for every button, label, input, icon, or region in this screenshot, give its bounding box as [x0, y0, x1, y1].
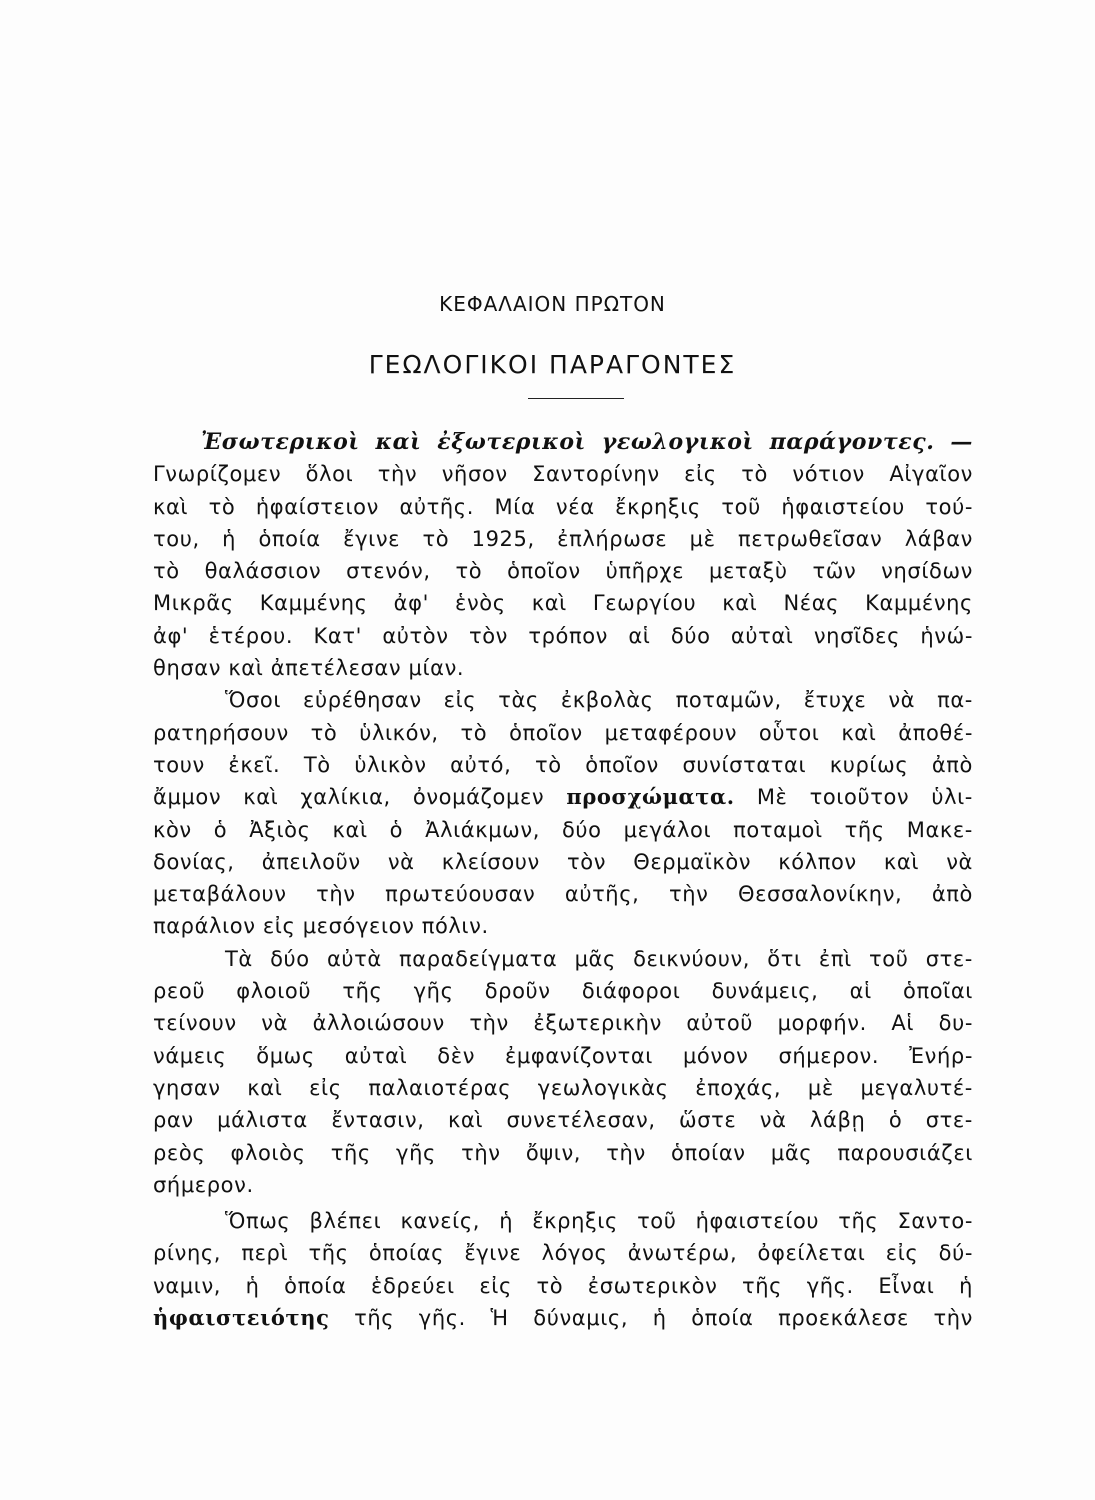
text-line: κὸν ὁ Ἀξιὸς καὶ ὁ Ἀλιάκμων, δύο μεγάλοι ποταμοὶ τῆς Μακε-: [153, 817, 973, 842]
text-line: νάμεις ὅμως αὐταὶ δὲν ἐμφανίζονται μόνον σήμερον. Ἐνήρ-: [153, 1043, 973, 1068]
paragraph-3: [153, 943, 973, 1201]
text-line: σήμερον.: [153, 1172, 254, 1197]
text-line: μεταβάλουν τὴν πρωτεύουσαν αὐτῆς, τὴν Θεσσαλονίκην, ἀπὸ: [153, 882, 973, 907]
text-line-with-term: [153, 1302, 973, 1334]
section-heading: Ἐσωτερικοὶ καὶ ἐξωτερικοὶ γεωλογικοὶ παράγοντες. —: [201, 429, 973, 455]
text-line: ρατηρήσουν τὸ ὑλικόν, τὸ ὁποῖον μεταφέρουν οὗτοι καὶ ἀποθέ-: [153, 720, 973, 745]
text-line: Ὅπως βλέπει κανείς, ἡ ἔκρηξις τοῦ ἡφαιστείου τῆς Σαντο-: [225, 1209, 973, 1234]
text-line: του, ἡ ὁποία ἔγινε τὸ 1925, ἐπλήρωσε μὲ πετρωθεῖσαν λάβαν: [153, 526, 973, 551]
text-segment: ἄμμον καὶ χαλίκια, ὀνομάζομεν: [153, 785, 567, 810]
text-line: καὶ τὸ ἡφαίστειον αὐτῆς. Μία νέα ἔκρηξις τοῦ ἡφαιστείου τού-: [153, 494, 973, 519]
text-line: τουν ἐκεῖ. Τὸ ὑλικὸν αὐτό, τὸ ὁποῖον συνίσταται κυρίως ἀπὸ: [153, 752, 973, 777]
text-line: τείνουν νὰ ἀλλοιώσουν τὴν ἐξωτερικὴν αὐτοῦ μορφήν. Αἱ δυ-: [153, 1011, 973, 1036]
text-line: τὸ θαλάσσιον στενόν, τὸ ὁποῖον ὑπῆρχε μεταξὺ τῶν νησίδων: [153, 559, 973, 584]
paragraph-1: [153, 458, 973, 684]
text-line: ρεὸς φλοιὸς τῆς γῆς τὴν ὄψιν, τὴν ὁποίαν μᾶς παρουσιάζει: [153, 1140, 973, 1165]
text-segment: τῆς γῆς. Ἡ δύναμις, ἡ ὁποία προεκάλεσε τὴν: [329, 1306, 973, 1331]
text-line: Ὅσοι εὑρέθησαν εἰς τὰς ἐκβολὰς ποταμῶν, ἔτυχε νὰ πα-: [225, 688, 973, 713]
text-line: ναμιν, ἡ ὁποία ἑδρεύει εἰς τὸ ἐσωτερικὸν τῆς γῆς. Εἶναι ἡ: [153, 1273, 973, 1298]
text-line: θησαν καὶ ἀπετέλεσαν μίαν.: [153, 656, 465, 681]
text-line: δονίας, ἀπειλοῦν νὰ κλείσουν τὸν Θερμαϊκὸν κόλπον καὶ νὰ: [153, 849, 973, 874]
paragraph-2: [153, 684, 973, 942]
text-line: ρεοῦ φλοιοῦ τῆς γῆς δροῦν διάφοροι δυνάμεις, αἱ ὁποῖαι: [153, 979, 973, 1004]
body-text: [153, 426, 973, 1334]
paragraph-4: [153, 1205, 973, 1334]
text-line: ρίνης, περὶ τῆς ὁποίας ἔγινε λόγος ἀνωτέρω, ὀφείλεται εἰς δύ-: [153, 1241, 973, 1266]
text-line: ραν μάλιστα ἔντασιν, καὶ συνετέλεσαν, ὥστε νὰ λάβῃ ὁ στε-: [153, 1108, 973, 1133]
text-line: παράλιον εἰς μεσόγειον πόλιν.: [153, 914, 489, 939]
chapter-title: ΓΕΩΛΟΓΙΚΟΙ ΠΑΡΑΓΟΝΤΕΣ: [368, 350, 737, 379]
text-line: ἀφ' ἑτέρου. Κατ' αὐτὸν τὸν τρόπον αἱ δύο αὐταὶ νησῖδες ἡνώ-: [153, 623, 973, 648]
text-line: Γνωρίζομεν ὅλοι τὴν νῆσον Σαντορίνην εἰς τὸ νότιον Αἰγαῖον: [153, 462, 973, 487]
text-line: γησαν καὶ εἰς παλαιοτέρας γεωλογικὰς ἐποχάς, μὲ μεγαλυτέ-: [153, 1075, 973, 1100]
text-line-with-term: [153, 781, 973, 813]
term-prosxomata: προσχώματα.: [566, 784, 735, 810]
title-divider: [528, 398, 624, 399]
chapter-label: ΚΕΦΑΛΑΙΟΝ ΠΡΩΤΟΝ: [439, 292, 666, 316]
text-line: Μικρᾶς Καμμένης ἀφ' ἑνὸς καὶ Γεωργίου καὶ Νέας Καμμένης: [153, 591, 973, 616]
term-ifaisteiotis: ἡφαιστειότης: [153, 1305, 330, 1331]
text-segment: Μὲ τοιοῦτον ὑλι-: [734, 785, 973, 810]
text-line: Τὰ δύο αὐτὰ παραδείγματα μᾶς δεικνύουν, ὅτι ἐπὶ τοῦ στε-: [225, 946, 973, 971]
